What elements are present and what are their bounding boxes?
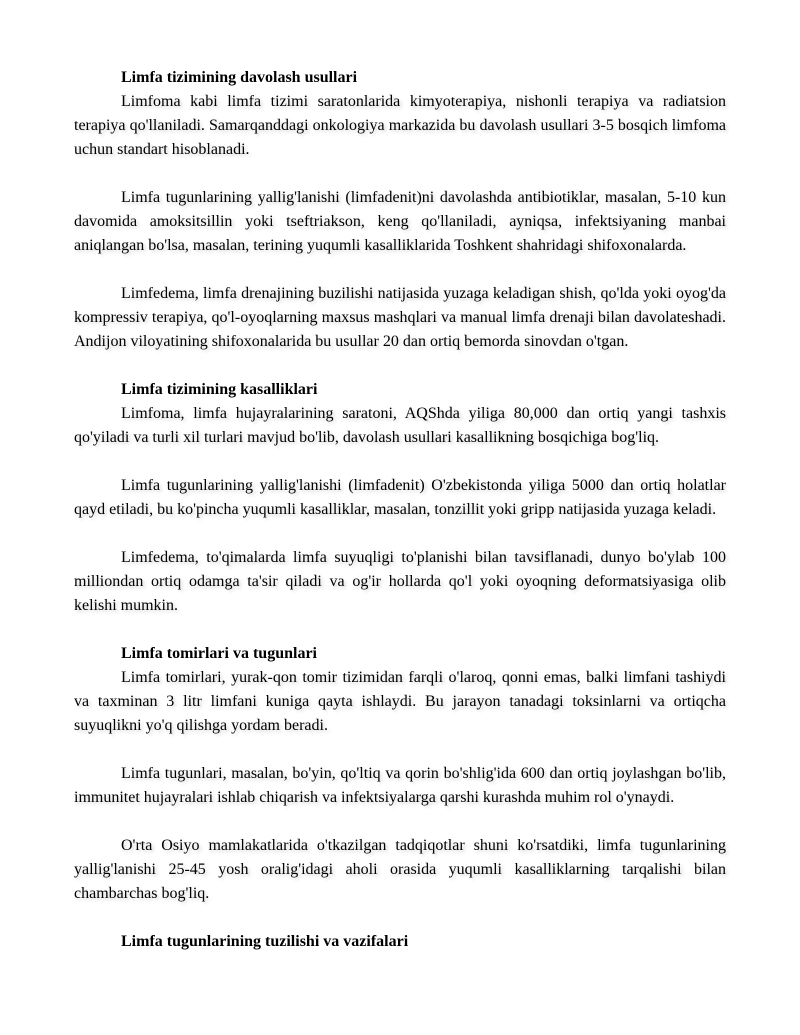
paragraph: Limfa tugunlari, masalan, bo'yin, qo'ltiq va qorin bo'shlig'ida 600 dan ortiq joylashgan bo'lib, immunitet hujayralari ishlab chiqarish va infektsiyalarga qarshi kurashda muhim rol o'ynaydi. [74, 765, 726, 806]
section-heading: Limfa tugunlarining tuzilishi va vazifalari [121, 933, 409, 950]
section-diseases [74, 378, 726, 618]
paragraph: Limfa tugunlarining yallig'lanishi (limfadenit) O'zbekistonda yiliga 5000 dan ortiq holatlar qayd etiladi, bu ko'pincha yuqumli kasalliklar, masalan, tonzillit yoki gripp natijasida yuzaga keladi. [74, 477, 726, 518]
section-treatment [74, 66, 726, 354]
paragraph: Limfedema, limfa drenajining buzilishi natijasida yuzaga keladigan shish, qo'lda yoki oyog'da kompressiv terapiya, qo'l-oyoqlarning maxsus mashqlari va manual limfa drenaji bilan davolateshadi. Andijon viloyatining shifoxonalarida bu usullar 20 dan ortiq bemorda sinovdan o'tgan. [74, 285, 726, 350]
paragraph: Limfoma, limfa hujayralarining saratoni, AQShda yiliga 80,000 dan ortiq yangi tashxis qo'yiladi va turli xil turlari mavjud bo'lib, davolash usullari kasallikning bosqichiga bog'liq. [74, 405, 726, 446]
paragraph: Limfedema, to'qimalarda limfa suyuqligi to'planishi bilan tavsiflanadi, dunyo bo'ylab 100 milliondan ortiq odamga ta'sir qiladi va og'ir hollarda qo'l yoki oyoqning deformatsiyasiga olib kelishi mumkin. [74, 549, 726, 614]
section-heading: Limfa tizimining davolash usullari [121, 69, 358, 86]
section-node-structure [74, 930, 726, 954]
paragraph: Limfa tugunlarining yallig'lanishi (limfadenit)ni davolashda antibiotiklar, masalan, 5-10 kun davomida amoksitsillin yoki tseftriakson, keng qo'llaniladi, ayniqsa, infektsiyaning manbai aniqlangan bo'lsa, masalan, terining yuqumli kasalliklarida Toshkent shahridagi shifoxonalarda. [74, 189, 726, 254]
section-heading: Limfa tomirlari va tugunlari [121, 645, 317, 662]
section-vessels-nodes [74, 642, 726, 906]
paragraph: Limfoma kabi limfa tizimi saratonlarida kimyoterapiya, nishonli terapiya va radiatsion terapiya qo'llaniladi. Samarqanddagi onkologiya markazida bu davolash usullari 3-5 bosqich limfoma uchun standart hisoblanadi. [74, 93, 726, 158]
paragraph: Limfa tomirlari, yurak-qon tomir tizimidan farqli o'laroq, qonni emas, balki limfani tashiydi va taxminan 3 litr limfani kuniga qayta ishlaydi. Bu jarayon tanadagi toksinlarni va ortiqcha suyuqlikni yo'q qilishga yordam beradi. [74, 669, 726, 734]
paragraph: O'rta Osiyo mamlakatlarida o'tkazilgan tadqiqotlar shuni ko'rsatdiki, limfa tugunlarining yallig'lanishi 25-45 yosh oralig'idagi aholi orasida yuqumli kasalliklarning tarqalishi bilan chambarchas bog'liq. [74, 837, 726, 902]
document-page [74, 66, 726, 978]
section-heading: Limfa tizimining kasalliklari [121, 381, 318, 398]
